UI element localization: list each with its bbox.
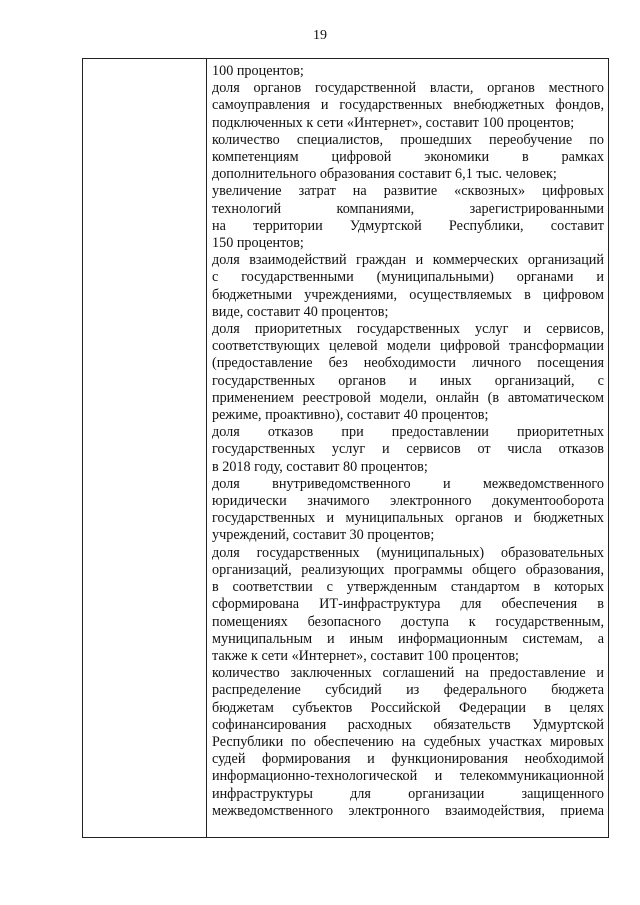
column-divider [206, 59, 207, 837]
text-line: распределение субсидий из федерального бюджета [212, 682, 604, 699]
text-line: компетенциям цифровой экономики в рамках [212, 149, 604, 166]
text-line: Республики по обеспечению на судебных участках мировых [212, 733, 604, 750]
text-line: помещениях безопасного доступа к государственным, [212, 613, 604, 630]
text-line: сформирована ИТ-инфраструктура для обеспечения в [212, 596, 604, 613]
text-line: самоуправления и государственных внебюджетных фондов, [212, 97, 604, 114]
text-line: доля государственных (муниципальных) образовательных [212, 544, 604, 561]
document-table [82, 58, 609, 838]
table-left-cell [83, 59, 206, 837]
text-line: государственных и муниципальных органов и бюджетных [212, 510, 604, 527]
text-line: учреждений, составит 30 процентов; [212, 527, 435, 544]
text-line: доля взаимодействий граждан и коммерческих организаций [212, 252, 604, 269]
text-line: межведомственного электронного взаимодействия, приема [212, 802, 604, 819]
text-line: на территории Удмуртской Республики, составит [212, 217, 604, 234]
text-line: юридически значимого электронного документооборота [212, 493, 604, 510]
text-line: государственных органов и иных организаций, с [212, 372, 604, 389]
text-line: организаций, реализующих программы общего образования, [212, 561, 604, 578]
table-right-cell [212, 63, 604, 837]
text-line: количество заключенных соглашений на предоставление и [212, 665, 604, 682]
text-line: с государственными (муниципальными) органами и [212, 269, 604, 286]
text-line: увеличение затрат на развитие «сквозных» цифровых [212, 183, 604, 200]
text-line: информационно-технологической и телекоммуникационной [212, 768, 604, 785]
page-number: 19 [313, 28, 327, 43]
text-line: доля внутриведомственного и межведомственного [212, 475, 604, 492]
text-line: в 2018 году, составит 80 процентов; [212, 458, 428, 475]
text-line: доля органов государственной власти, органов местного [212, 80, 604, 97]
text-line: соответствующих целевой модели цифровой трансформации [212, 338, 604, 355]
text-line: подключенных к сети «Интернет», составит 100 процентов; [212, 114, 575, 131]
text-line: муниципальным и иным информационным системам, а [212, 630, 604, 647]
text-line: 100 процентов; [212, 63, 304, 79]
text-line: в соответствии с утвержденным стандартом в которых [212, 579, 604, 596]
text-line: количество специалистов, прошедших переобучение по [212, 131, 604, 148]
text-line: (предоставление без необходимости личного посещения [212, 355, 604, 372]
text-line: софинансирования расходных обязательств Удмуртской [212, 716, 604, 733]
text-line: дополнительного образования составит 6,1 тыс. человек; [212, 166, 557, 183]
text-line: также к сети «Интернет», составит 100 процентов; [212, 647, 519, 664]
text-line: инфраструктуры для организации защищенного [212, 785, 604, 802]
text-line: доля отказов при предоставлении приоритетных [212, 424, 604, 441]
text-line: судей формирования и функционирования необходимой [212, 751, 604, 768]
text-line: технологий компаниями, зарегистрированными [212, 200, 604, 217]
text-line: виде, составит 40 процентов; [212, 303, 389, 320]
text-line: бюджетными учреждениями, осуществляемых в цифровом [212, 286, 604, 303]
text-line: государственных услуг и сервисов от числа отказов [212, 441, 604, 458]
text-line: применением реестровой модели, онлайн (в автоматическом [212, 389, 604, 406]
text-line: бюджетам субъектов Российской Федерации в целях [212, 699, 604, 716]
text-line: режиме, проактивно), составит 40 процентов; [212, 407, 489, 424]
text-line: доля приоритетных государственных услуг и сервисов, [212, 321, 604, 338]
text-line: 150 процентов; [212, 235, 304, 252]
